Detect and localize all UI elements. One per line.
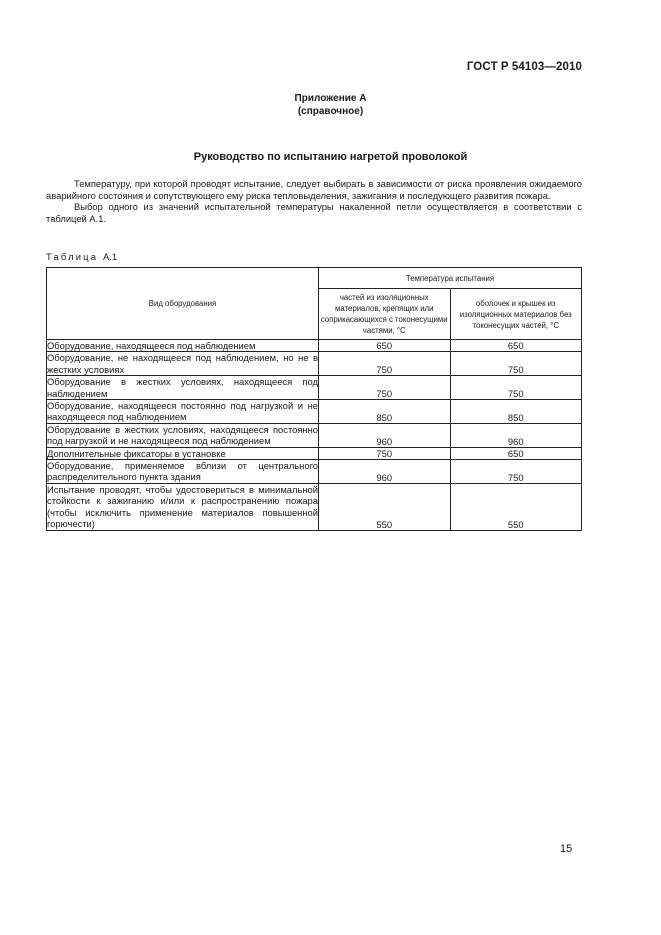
row-equipment: Испытание проводят, чтобы удостовериться в минимальной стойкости к зажиганию и/или к распространению пожара (чтобы исключить применение материалов повышенной горючести) <box>47 483 318 530</box>
appendix-title: Приложение А <box>294 93 367 104</box>
section-title: Руководство по испытанию нагретой проволокой <box>193 151 468 163</box>
row-parts-temperature: 550 <box>319 483 451 530</box>
table-caption-number: А.1 <box>102 251 118 262</box>
appendix-subtitle: (справочное) <box>297 106 364 117</box>
table-caption-label: Таблица <box>46 251 99 262</box>
table-row <box>47 483 582 530</box>
row-parts-temperature: 750 <box>319 376 451 400</box>
header-test-temperature: Температура испытания <box>319 268 582 289</box>
row-equipment: Оборудование, находящееся постоянно под нагрузкой и не находящееся под наблюдением <box>47 400 318 423</box>
intro-paragraph-2: Выбор одного из значений испытательной температуры накаленной петли осуществляется в соответствии с таблицей А.1. <box>46 201 582 224</box>
header-parts: частей из изоляционных материалов, крепящих или соприкасающихся с токонесущими частями, °С <box>319 289 451 340</box>
table-row <box>47 447 582 459</box>
row-parts-temperature: 850 <box>319 400 451 424</box>
row-shells-temperature: 750 <box>450 376 582 400</box>
row-equipment: Оборудование в жестких условиях, находящееся постоянно под нагрузкой и не находящееся под наблюдением <box>47 423 318 447</box>
row-parts-temperature: 960 <box>319 460 451 484</box>
table-caption <box>46 251 117 262</box>
table-row <box>47 423 582 447</box>
row-parts-temperature: 960 <box>319 423 451 447</box>
row-equipment: Оборудование, находящееся под наблюдением <box>47 340 319 352</box>
row-shells-temperature: 550 <box>450 483 582 530</box>
header-equipment-type: Вид оборудования <box>47 268 319 340</box>
row-equipment: Оборудование, не находящееся под наблюдением, но не в жестких условиях <box>47 352 318 375</box>
header-shells: оболочек и крышек из изоляционных материалов без токонесущих частей, °С <box>450 289 582 340</box>
row-shells-temperature: 750 <box>450 460 582 484</box>
intro-text <box>46 178 582 224</box>
intro-paragraph-1: Температуру, при которой проводят испытание, следует выбирать в зависимости от риска проявления ожидаемого аварийного состояния и сопутствующего ему риска тепловыделения, зажигания и последующего развития пожара. <box>46 178 582 201</box>
row-parts-temperature: 750 <box>319 447 451 459</box>
table-row <box>47 376 582 400</box>
row-parts-temperature: 650 <box>319 340 451 352</box>
row-parts-temperature: 750 <box>319 352 451 376</box>
row-shells-temperature: 750 <box>450 352 582 376</box>
row-shells-temperature: 850 <box>450 400 582 424</box>
appendix-heading <box>0 92 661 118</box>
row-shells-temperature: 650 <box>450 340 582 352</box>
test-temperature-table <box>46 267 582 531</box>
row-equipment: Оборудование, применяемое вблизи от центрального распределительного пункта здания <box>47 460 318 483</box>
page-number: 15 <box>560 843 573 855</box>
table-row <box>47 352 582 376</box>
table-row <box>47 340 582 352</box>
row-shells-temperature: 960 <box>450 423 582 447</box>
table-row <box>47 400 582 424</box>
table-row <box>47 460 582 484</box>
row-equipment: Дополнительные фиксаторы в установке <box>47 447 319 459</box>
row-shells-temperature: 650 <box>450 447 582 459</box>
row-equipment: Оборудование в жестких условиях, находящееся под наблюдением <box>47 376 318 399</box>
standard-designation: ГОСТ Р 54103—2010 <box>466 61 582 73</box>
